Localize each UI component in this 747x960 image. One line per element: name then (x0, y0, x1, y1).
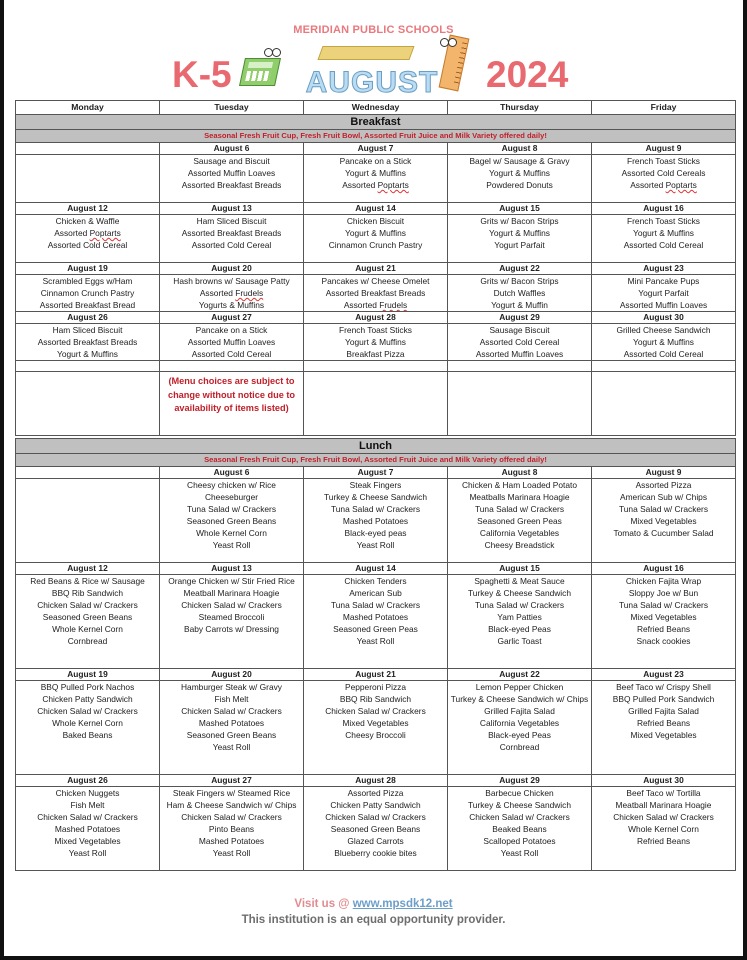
menu-item: Tuna Salad w/ Crackers (474, 600, 565, 610)
date-cell: August 22 (448, 669, 592, 681)
menu-cell (448, 215, 592, 263)
menu-item: Snack cookies (636, 636, 691, 646)
menu-cell (160, 324, 304, 361)
menu-item: Ham Sliced Biscuit (196, 216, 267, 226)
menu-item: Pinto Beans (208, 824, 255, 834)
menu-item: California Vegetables (479, 528, 560, 538)
menu-item: Chicken Salad w/ Crackers (325, 812, 426, 822)
date-cell: August 15 (448, 563, 592, 575)
menu-item: Powdered Donuts (486, 180, 553, 190)
menu-item: Chicken Salad w/ Crackers (181, 706, 282, 716)
menu-item: Yogurt & Muffins (489, 168, 550, 178)
date-cell: August 23 (592, 263, 736, 275)
date-cell: August 12 (16, 563, 160, 575)
menu-item: Red Beans & Rice w/ Sausage (30, 576, 145, 586)
breakfast-daily-note: Seasonal Fresh Fruit Cup, Fresh Fruit Bowl, Assorted Fruit Juice and Milk Variety offered daily! (204, 131, 547, 140)
menu-item: Chicken & Waffle (55, 216, 120, 226)
menu-item: Assorted Cold Cereal (623, 240, 704, 250)
menu-item: Tuna Salad w/ Crackers (474, 504, 565, 514)
menu-item: Lemon Pepper Chicken (475, 682, 564, 692)
menu-item: Yam Patties (497, 612, 542, 622)
menu-item: Whole Kernel Corn (628, 824, 699, 834)
menu-item: Assorted Cold Cereal (47, 240, 128, 250)
menu-item: Assorted Cold Cereal (191, 349, 272, 359)
visit-prefix: Visit us @ (294, 898, 353, 910)
menu-cell (304, 324, 448, 361)
menu-item: Tuna Salad w/ Crackers (330, 504, 421, 514)
menu-item: Yogurt & Muffins (57, 349, 118, 359)
menu-item: Refried Beans (636, 718, 691, 728)
menu-item: French Toast Sticks (627, 156, 700, 166)
menu-item: Sausage Biscuit (489, 325, 550, 335)
menu-item: Mixed Vegetables (342, 718, 409, 728)
menu-item: Assorted Poptarts (342, 180, 409, 190)
menu-item: Hash browns w/ Sausage Patty (173, 276, 290, 286)
menu-cell (16, 681, 160, 775)
date-cell: August 8 (448, 467, 592, 479)
menu-item: Chicken Salad w/ Crackers (37, 600, 138, 610)
date-cell: August 29 (448, 312, 592, 324)
menu-item: Mixed Vegetables (630, 730, 697, 740)
menu-item: Yogurt Parfait (494, 240, 545, 250)
date-cell: August 26 (16, 775, 160, 787)
menu-item: Cornbread (67, 636, 108, 646)
date-cell: August 7 (304, 467, 448, 479)
ruler-eyes-icon (440, 38, 456, 46)
menu-item: Mixed Vegetables (54, 836, 121, 846)
menu-item: Beaked Beans (492, 824, 547, 834)
menu-item: BBQ Rib Sandwich (51, 588, 124, 598)
menu-item: Assorted Frudels (199, 288, 264, 298)
menu-item: Mini Pancake Pups (627, 276, 700, 286)
menu-item: Chicken Biscuit (346, 216, 405, 226)
notice-row (16, 372, 736, 436)
school-name: MERIDIAN PUBLIC SCHOOLS (293, 24, 454, 36)
menu-item: Seasoned Green Beans (186, 516, 277, 526)
day-header-monday: Monday (16, 101, 160, 115)
date-cell: August 16 (592, 563, 736, 575)
breakfast-week3-dates (16, 263, 736, 275)
calculator-eyes-icon (264, 48, 280, 56)
date-cell (16, 467, 160, 479)
menu-item: French Toast Sticks (339, 325, 412, 335)
menu-item: Grilled Fajita Salad (484, 706, 555, 716)
date-cell: August 14 (304, 563, 448, 575)
menu-item: Whole Kernel Corn (52, 718, 123, 728)
menu-item: American Sub w/ Chips (619, 492, 708, 502)
menu-item: Assorted Frudels (343, 300, 408, 310)
menu-item: Yogurt & Muffins (345, 228, 406, 238)
date-cell: August 13 (160, 203, 304, 215)
date-cell: August 12 (16, 203, 160, 215)
menu-item: Assorted Poptarts (54, 228, 121, 238)
menu-item: Yogurt Parfait (638, 288, 689, 298)
lunch-table (15, 438, 736, 871)
menu-item: Dutch Waffles (493, 288, 546, 298)
menu-cell (592, 681, 736, 775)
menu-item: Cheesy Breadstick (484, 540, 555, 550)
menu-item: Hamburger Steak w/ Gravy (181, 682, 282, 692)
menu-item: Seasoned Green Peas (477, 516, 562, 526)
menu-item: Yogurt & Muffins (633, 337, 694, 347)
menu-item: American Sub (349, 588, 402, 598)
menu-item: Ham & Cheese Sandwich w/ Chips (166, 800, 297, 810)
menu-cell (304, 681, 448, 775)
day-header-friday: Friday (592, 101, 736, 115)
menu-item: Tuna Salad w/ Crackers (618, 600, 709, 610)
menu-cell (304, 275, 448, 312)
breakfast-title: Breakfast (350, 116, 401, 128)
menu-cell (160, 681, 304, 775)
date-cell: August 28 (304, 312, 448, 324)
date-cell: August 30 (592, 775, 736, 787)
menu-item: Mashed Potatoes (198, 718, 265, 728)
menu-item: Fish Melt (70, 800, 105, 810)
menu-item: Meatball Marinara Hoagie (615, 800, 712, 810)
lunch-week3-items (16, 681, 736, 775)
date-cell: August 14 (304, 203, 448, 215)
menu-cell (592, 275, 736, 312)
menu-cell (448, 275, 592, 312)
menu-item: Assorted Breakfast Bread (39, 300, 136, 310)
menu-item: Chicken Patty Sandwich (330, 800, 421, 810)
menu-item: Orange Chicken w/ Stir Fried Rice (168, 576, 295, 586)
menu-item: Cheeseburger (204, 492, 259, 502)
menu-item: Mashed Potatoes (342, 516, 409, 526)
menu-item: Grits w/ Bacon Strips (480, 216, 559, 226)
date-cell: August 28 (304, 775, 448, 787)
menu-item: Yeast Roll (500, 848, 539, 858)
menu-item: Tuna Salad w/ Crackers (618, 504, 709, 514)
day-header-thursday: Thursday (448, 101, 592, 115)
date-cell (16, 143, 160, 155)
menu-item: BBQ Rib Sandwich (339, 694, 412, 704)
menu-cell (16, 575, 160, 669)
menu-item: Pepperoni Pizza (345, 682, 406, 692)
menu-item: Beef Taco w/ Crispy Shell (616, 682, 711, 692)
menu-item: Chicken Salad w/ Crackers (37, 706, 138, 716)
menu-item: Steak Fingers w/ Steamed Rice (172, 788, 291, 798)
menu-item: Meatballs Marinara Hoagie (469, 492, 570, 502)
date-cell: August 21 (304, 263, 448, 275)
breakfast-week1-dates (16, 143, 736, 155)
menu-item: Chicken Salad w/ Crackers (181, 812, 282, 822)
month-title: AUGUST (305, 66, 439, 99)
menu-item: Baked Beans (62, 730, 113, 740)
menu-item: Assorted Cold Cereals (621, 168, 706, 178)
menu-item: Baby Carrots w/ Dressing (184, 624, 279, 634)
menu-item: Assorted Breakfast Breads (325, 288, 426, 298)
menu-item: Tuna Salad w/ Crackers (330, 600, 421, 610)
date-cell: August 26 (16, 312, 160, 324)
menu-item: Assorted Muffin Loaves (187, 168, 276, 178)
date-cell: August 9 (592, 467, 736, 479)
menu-item: Yogurt & Muffin (491, 300, 548, 310)
menu-cell (448, 479, 592, 563)
menu-item: BBQ Pulled Pork Nachos (40, 682, 135, 692)
menu-item: Assorted Breakfast Breads (37, 337, 138, 347)
grade-label: K-5 (172, 54, 232, 95)
menu-item: Refried Beans (636, 624, 691, 634)
menu-cell (16, 275, 160, 312)
date-cell: August 6 (160, 143, 304, 155)
menu-item: BBQ Pulled Pork Sandwich (612, 694, 715, 704)
website-link[interactable]: www.mpsdk12.net (352, 898, 453, 910)
menu-item: Steamed Broccoli (198, 612, 265, 622)
date-cell: August 8 (448, 143, 592, 155)
menu-item: Chicken Salad w/ Crackers (37, 812, 138, 822)
menu-item: Seasoned Green Beans (186, 730, 277, 740)
menu-item: Grilled Fajita Salad (628, 706, 699, 716)
menu-item: Grilled Cheese Sandwich (616, 325, 711, 335)
menu-cell (160, 479, 304, 563)
date-cell: August 13 (160, 563, 304, 575)
menu-item: Cinnamon Crunch Pastry (40, 288, 135, 298)
lunch-daily-note: Seasonal Fresh Fruit Cup, Fresh Fruit Bowl, Assorted Fruit Juice and Milk Variety offered daily! (204, 455, 547, 464)
menu-item: Yeast Roll (212, 742, 251, 752)
equal-opportunity-statement: This institution is an equal opportunity provider. (241, 914, 506, 926)
menu-item: Beef Taco w/ Tortilla (626, 788, 701, 798)
menu-cell (160, 155, 304, 203)
date-cell: August 19 (16, 263, 160, 275)
menu-item: Seasoned Green Beans (42, 612, 133, 622)
menu-cell (592, 479, 736, 563)
menu-cell (304, 787, 448, 871)
date-cell: August 20 (160, 263, 304, 275)
menu-item: Sausage and Biscuit (193, 156, 270, 166)
menu-item: Ham Sliced Biscuit (52, 325, 123, 335)
date-cell: August 29 (448, 775, 592, 787)
menu-cell (448, 155, 592, 203)
menu-item: Yogurts & Muffins (198, 300, 265, 310)
date-cell: August 15 (448, 203, 592, 215)
menu-item: Turkey & Cheese Sandwich (467, 800, 572, 810)
date-cell: August 27 (160, 312, 304, 324)
year-label: 2024 (486, 54, 569, 95)
menu-item: Cheesy Broccoli (345, 730, 406, 740)
menu-cell (592, 324, 736, 361)
menu-item: Meatball Marinara Hoagie (183, 588, 280, 598)
menu-cell (448, 787, 592, 871)
menu-cell (448, 324, 592, 361)
menu-item: Mixed Vegetables (630, 612, 697, 622)
lunch-week2-items (16, 575, 736, 669)
menu-item: Assorted Poptarts (630, 180, 697, 190)
menu-item: Cornbread (499, 742, 540, 752)
menu-item: Scalloped Potatoes (483, 836, 556, 846)
menu-item: Pancakes w/ Cheese Omelet (321, 276, 430, 286)
menu-item: Mashed Potatoes (198, 836, 265, 846)
menu-item: Yeast Roll (356, 540, 395, 550)
breakfast-week2-items (16, 215, 736, 263)
menu-item: Mashed Potatoes (54, 824, 121, 834)
menu-item: Sloppy Joe w/ Bun (628, 588, 699, 598)
menu-item: Yogurt & Muffins (633, 228, 694, 238)
menu-item: Fish Melt (214, 694, 249, 704)
date-cell: August 7 (304, 143, 448, 155)
menu-item: Whole Kernel Corn (52, 624, 123, 634)
menu-item: Breakfast Pizza (346, 349, 405, 359)
lunch-week1-dates (16, 467, 736, 479)
menu-item: Assorted Breakfast Breads (181, 180, 282, 190)
menu-item: Chicken Salad w/ Crackers (181, 600, 282, 610)
menu-item: Barbecue Chicken (485, 788, 554, 798)
breakfast-week1-items (16, 155, 736, 203)
date-cell: August 22 (448, 263, 592, 275)
menu-item: Turkey & Cheese Sandwich (323, 492, 428, 502)
blank-row (16, 361, 736, 372)
menu-item: Chicken Tenders (344, 576, 407, 586)
menu-item: Assorted Pizza (347, 788, 404, 798)
menu-item: Assorted Muffin Loaves (475, 349, 564, 359)
menu-cell (160, 215, 304, 263)
weekday-header-row (16, 101, 736, 115)
menu-item: Tuna Salad w/ Crackers (186, 504, 277, 514)
menu-cell (16, 324, 160, 361)
menu-change-notice: (Menu choices are subject to change without notice due to availability of items listed) (167, 376, 296, 413)
date-cell: August 20 (160, 669, 304, 681)
menu-cell (304, 575, 448, 669)
menu-item: Chicken Salad w/ Crackers (613, 812, 714, 822)
menu-item: Bagel w/ Sausage & Gravy (469, 156, 570, 166)
menu-item: Chicken Fajita Wrap (625, 576, 702, 586)
menu-item: Cheesy chicken w/ Rice (187, 480, 276, 490)
menu-item: Mixed Vegetables (630, 516, 697, 526)
lunch-week4-dates (16, 775, 736, 787)
menu-item: Yeast Roll (68, 848, 107, 858)
menu-item: Turkey & Cheese Sandwich w/ Chips (450, 694, 589, 704)
menu-cell (304, 479, 448, 563)
menu-item: Black-eyed Peas (488, 730, 551, 740)
menu-item: Chicken Salad w/ Crackers (325, 706, 426, 716)
menu-item: Yogurt & Muffins (489, 228, 550, 238)
menu-item: Chicken Salad w/ Crackers (469, 812, 570, 822)
date-cell: August 16 (592, 203, 736, 215)
menu-item: Glazed Carrots (347, 836, 404, 846)
menu-item: Steak Fingers (349, 480, 402, 490)
menu-cell (592, 155, 736, 203)
date-cell: August 6 (160, 467, 304, 479)
date-cell: August 19 (16, 669, 160, 681)
menu-item: Assorted Cold Cereal (623, 349, 704, 359)
menu-cell (448, 681, 592, 775)
menu-item: Mashed Potatoes (342, 612, 409, 622)
menu-item: Yeast Roll (356, 636, 395, 646)
graduation-cap-icon (317, 46, 414, 60)
date-cell: August 27 (160, 775, 304, 787)
menu-item: French Toast Sticks (627, 216, 700, 226)
menu-item: Assorted Muffin Loaves (187, 337, 276, 347)
menu-cell (160, 275, 304, 312)
menu-item: Yogurt & Muffins (345, 337, 406, 347)
menu-item: Refried Beans (636, 836, 691, 846)
menu-item: Spaghetti & Meat Sauce (474, 576, 565, 586)
menu-cell (160, 787, 304, 871)
date-cell: August 30 (592, 312, 736, 324)
menu-item: Pancake on a Stick (195, 325, 268, 335)
menu-cell (592, 787, 736, 871)
menu-item: Blueberry cookie bites (334, 848, 417, 858)
menu-item: Seasoned Green Beans (330, 824, 421, 834)
menu-item: Assorted Breakfast Breads (181, 228, 282, 238)
menu-cell (448, 575, 592, 669)
menu-cell (160, 575, 304, 669)
menu-item: Chicken Patty Sandwich (42, 694, 133, 704)
menu-item: Pancake on a Stick (339, 156, 412, 166)
menu-item: Chicken & Ham Loaded Potato (462, 480, 577, 490)
menu-item: Yeast Roll (212, 848, 251, 858)
menu-item: Assorted Muffin Loaves (619, 300, 708, 310)
menu-cell (304, 215, 448, 263)
menu-page (4, 0, 743, 956)
menu-cell (16, 787, 160, 871)
title-banner (4, 54, 743, 98)
date-cell: August 23 (592, 669, 736, 681)
date-cell: August 9 (592, 143, 736, 155)
menu-item: Black-eyed Peas (488, 624, 551, 634)
menu-cell (592, 215, 736, 263)
lunch-week1-items (16, 479, 736, 563)
menu-item: Grits w/ Bacon Strips (480, 276, 559, 286)
menu-item: Assorted Cold Cereal (191, 240, 272, 250)
menu-cell (16, 155, 160, 203)
menu-item: California Vegetables (479, 718, 560, 728)
menu-item: Seasoned Green Peas (333, 624, 418, 634)
breakfast-week4-dates (16, 312, 736, 324)
menu-item: Yogurt & Muffins (345, 168, 406, 178)
breakfast-week3-items (16, 275, 736, 312)
menu-item: Yeast Roll (212, 540, 251, 550)
menu-cell (16, 479, 160, 563)
visit-us-line (4, 898, 743, 910)
menu-cell (16, 215, 160, 263)
breakfast-week2-dates (16, 203, 736, 215)
lunch-week4-items (16, 787, 736, 871)
day-header-tuesday: Tuesday (160, 101, 304, 115)
menu-item: Cinnamon Crunch Pastry (328, 240, 423, 250)
menu-item: Assorted Pizza (635, 480, 692, 490)
breakfast-week4-items (16, 324, 736, 361)
menu-item: Whole Kernel Corn (196, 528, 267, 538)
menu-item: Turkey & Cheese Sandwich (467, 588, 572, 598)
menu-item: Assorted Cold Cereal (479, 337, 560, 347)
lunch-title: Lunch (359, 440, 392, 452)
menu-item: Tomato & Cucumber Salad (613, 528, 714, 538)
menu-cell (304, 155, 448, 203)
date-cell: August 21 (304, 669, 448, 681)
menu-cell (592, 575, 736, 669)
day-header-wednesday: Wednesday (304, 101, 448, 115)
breakfast-table (15, 100, 736, 436)
menu-item: Garlic Toast (497, 636, 542, 646)
menu-item: Black-eyed peas (344, 528, 407, 538)
menu-item: Chicken Nuggets (55, 788, 120, 798)
lunch-week3-dates (16, 669, 736, 681)
lunch-week2-dates (16, 563, 736, 575)
menu-item: Scrambled Eggs w/Ham (42, 276, 133, 286)
